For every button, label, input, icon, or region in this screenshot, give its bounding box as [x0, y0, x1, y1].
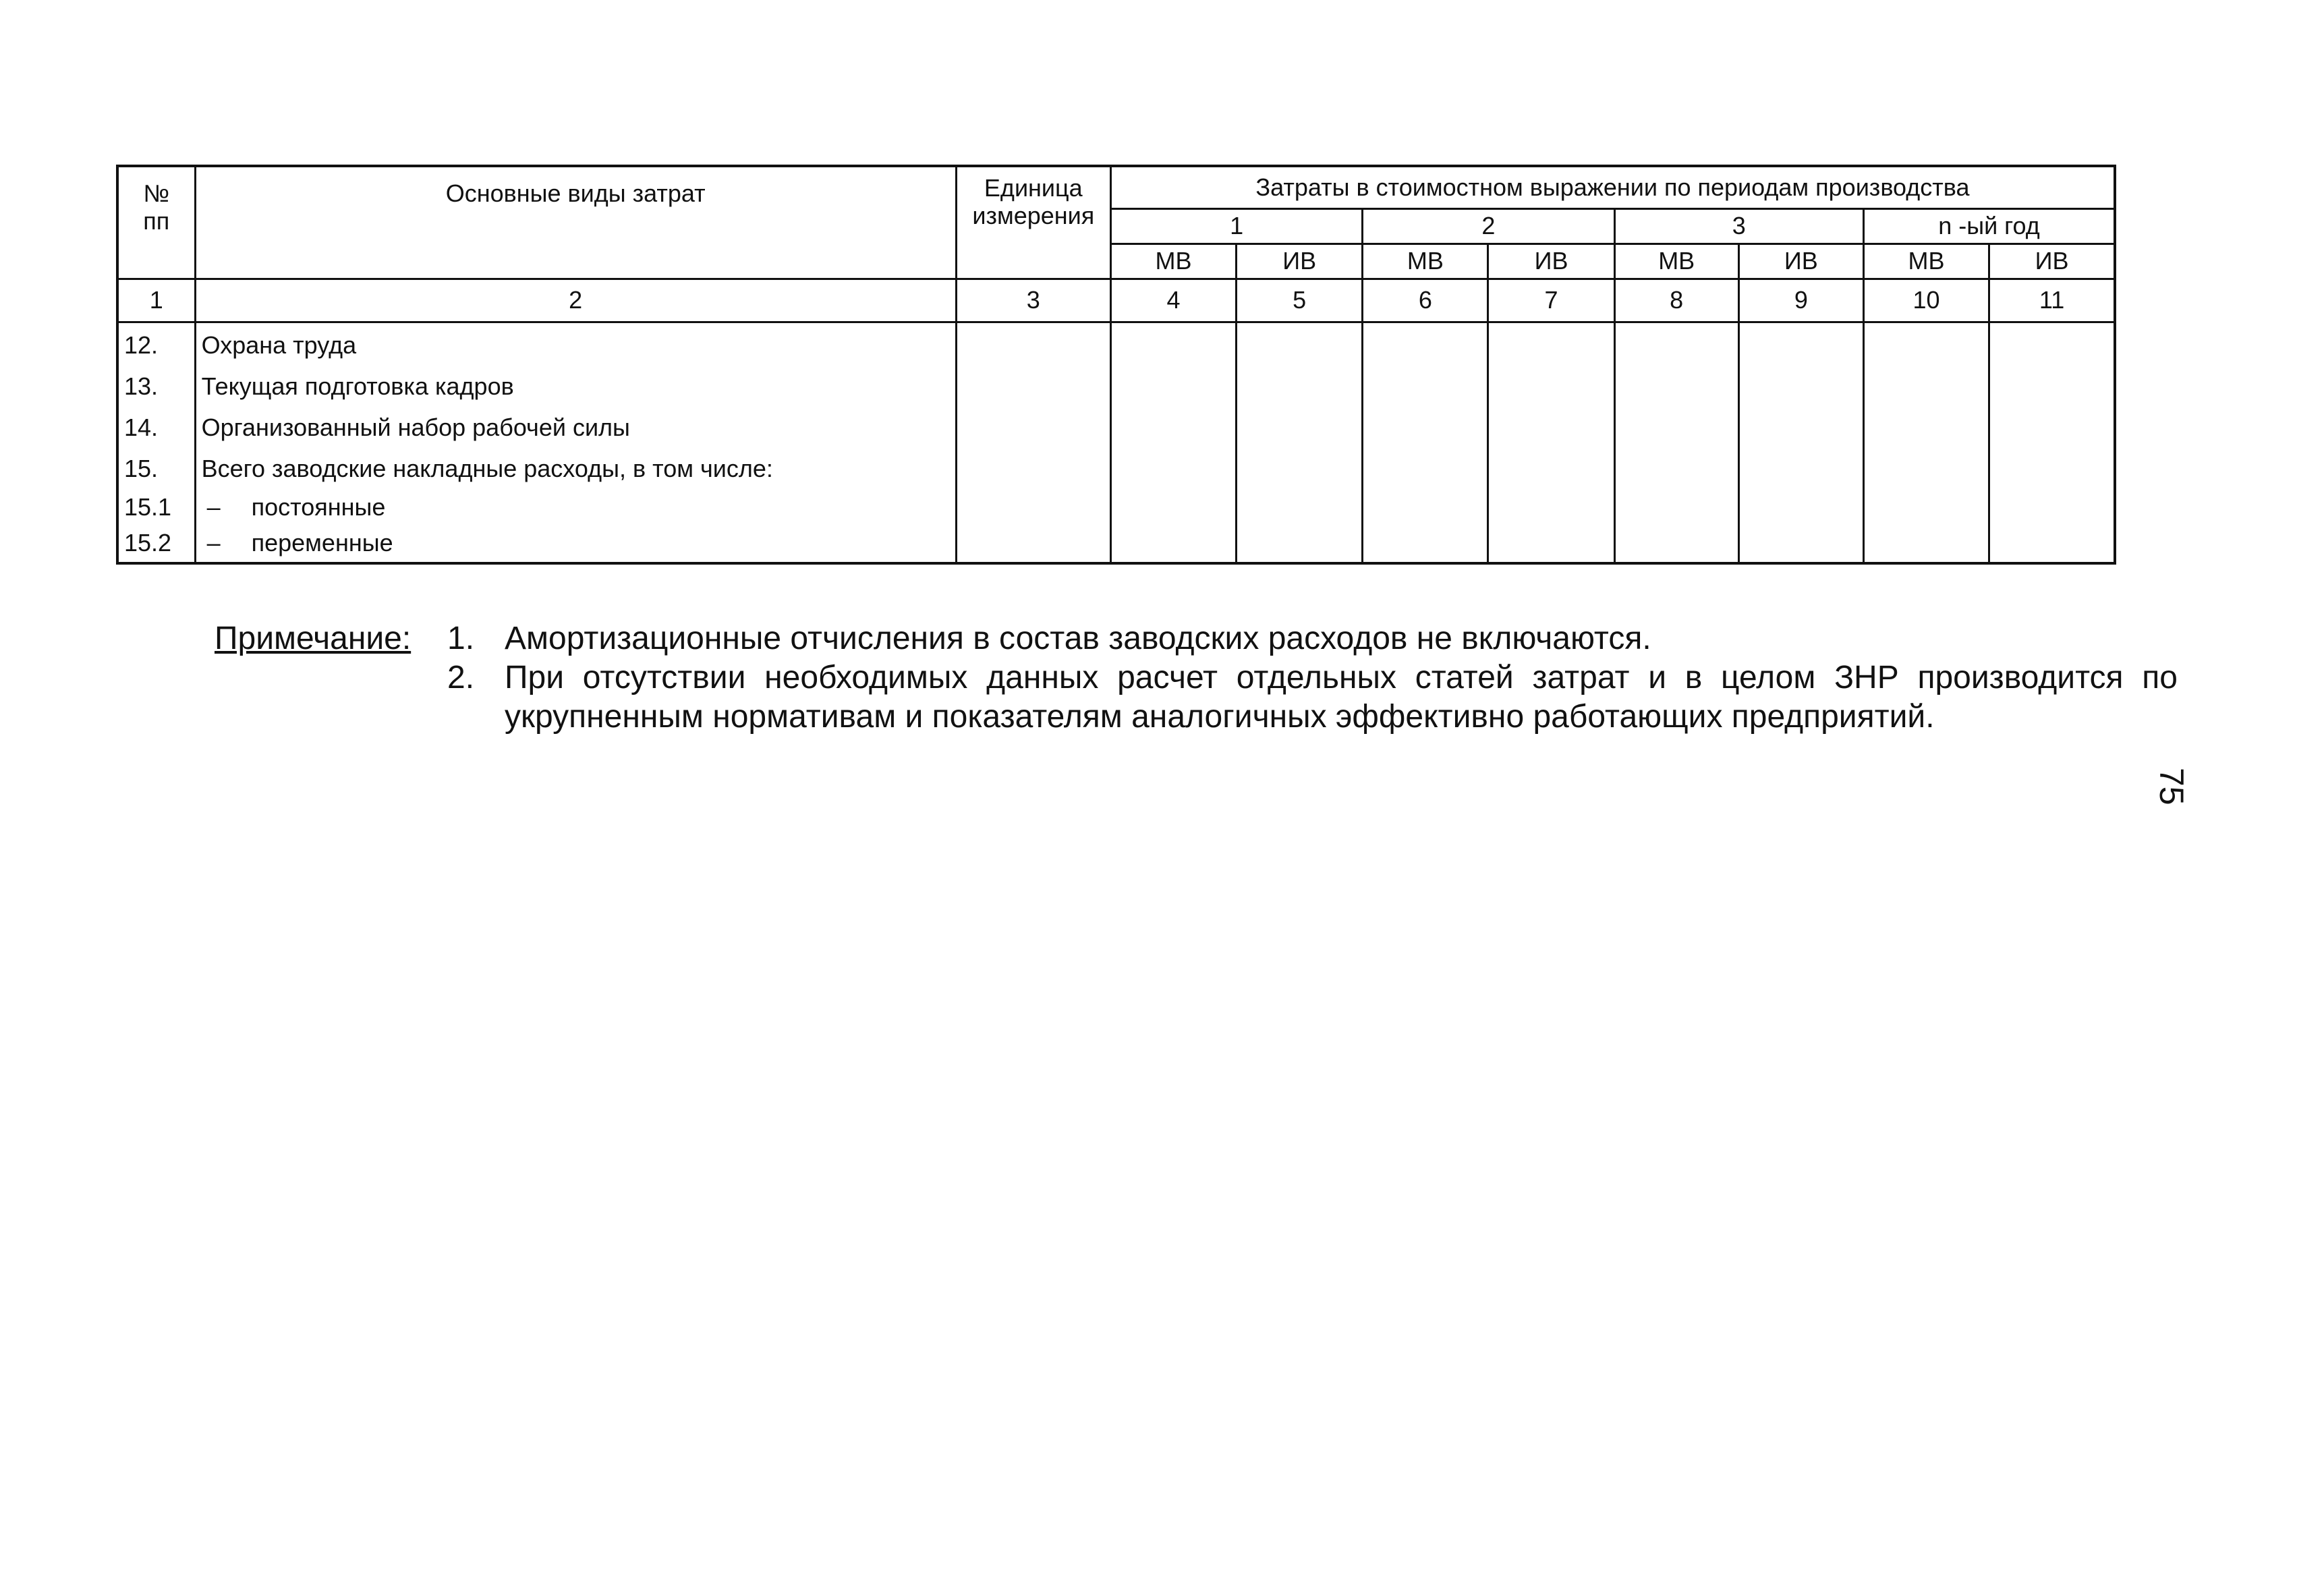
empty-cell	[1363, 322, 1488, 563]
column-number: 10	[1863, 279, 1989, 322]
column-number: 1	[117, 279, 195, 322]
header-currency-type: ИВ	[1989, 244, 2115, 279]
row-name: переменные	[251, 528, 393, 557]
header-num: № пп	[117, 166, 195, 279]
note-item-text: Амортизационные отчисления в состав заводских расходов не включаются.	[505, 621, 1651, 656]
empty-cell	[956, 322, 1110, 563]
column-number: 8	[1614, 279, 1738, 322]
row-dash: –	[206, 528, 221, 557]
cost-table	[116, 165, 2116, 565]
note-item-number: 2.	[447, 660, 475, 695]
column-number: 7	[1488, 279, 1614, 322]
row-item	[202, 366, 950, 407]
page-number: 75	[2153, 768, 2190, 805]
row-number: 15.	[124, 454, 159, 482]
header-currency-type: ИВ	[1488, 244, 1614, 279]
header-cost-types: Основные виды затрат	[195, 166, 956, 279]
empty-cell	[1614, 322, 1738, 563]
column-number: 9	[1738, 279, 1863, 322]
empty-cell	[1989, 322, 2115, 563]
row-number: 12.	[124, 331, 159, 359]
row-number: 15.2	[124, 528, 172, 557]
row-number: 14.	[124, 413, 159, 441]
note-item-text: При отсутствии необходимых данных расчет отдельных статей затрат и в целом ЗНР производится по укрупненным нормативам и показателям аналогичных эффективно работающих предприятий.	[505, 660, 2178, 735]
row-name: Текущая подготовка кадров	[201, 372, 514, 400]
column-number: 5	[1237, 279, 1363, 322]
row-numbers-cell	[117, 322, 195, 563]
row-item	[202, 407, 950, 448]
header-unit: Единица измерения	[956, 166, 1110, 279]
row-item	[202, 489, 950, 525]
row-number: 13.	[124, 372, 159, 400]
empty-cell	[1110, 322, 1236, 563]
header-period: 1	[1110, 208, 1362, 244]
empty-cell	[1237, 322, 1363, 563]
row-item	[202, 525, 950, 561]
note-block	[215, 619, 2178, 737]
row-names-cell	[195, 322, 956, 563]
column-number: 2	[195, 279, 956, 322]
column-number: 3	[956, 279, 1110, 322]
empty-cell	[1738, 322, 1863, 563]
row-number: 15.1	[124, 492, 172, 521]
header-currency-type: МВ	[1363, 244, 1488, 279]
header-period: 3	[1614, 208, 1863, 244]
header-period: 2	[1363, 208, 1614, 244]
row-name: постоянные	[251, 492, 386, 521]
note-label: Примечание:	[215, 621, 412, 656]
header-currency-type: ИВ	[1738, 244, 1863, 279]
row-item	[202, 448, 950, 489]
column-number: 11	[1989, 279, 2115, 322]
column-number: 4	[1110, 279, 1236, 322]
column-number: 6	[1363, 279, 1488, 322]
note-item	[215, 619, 2178, 658]
empty-cell	[1863, 322, 1989, 563]
header-currency-type: МВ	[1863, 244, 1989, 279]
header-currency-type: МВ	[1614, 244, 1738, 279]
row-name: Организованный набор рабочей силы	[201, 413, 630, 441]
row-name: Охрана труда	[201, 331, 357, 359]
header-period: n -ый год	[1863, 208, 2115, 244]
empty-cell	[1488, 322, 1614, 563]
header-currency-type: МВ	[1110, 244, 1236, 279]
note-item	[215, 658, 2178, 737]
row-dash: –	[206, 492, 221, 521]
header-costs-by-period: Затраты в стоимостном выражении по периодам производства	[1110, 166, 2115, 208]
row-name: Всего заводские накладные расходы, в том числе:	[201, 454, 773, 482]
header-currency-type: ИВ	[1237, 244, 1363, 279]
note-item-number: 1.	[447, 621, 475, 656]
row-item	[202, 324, 950, 366]
